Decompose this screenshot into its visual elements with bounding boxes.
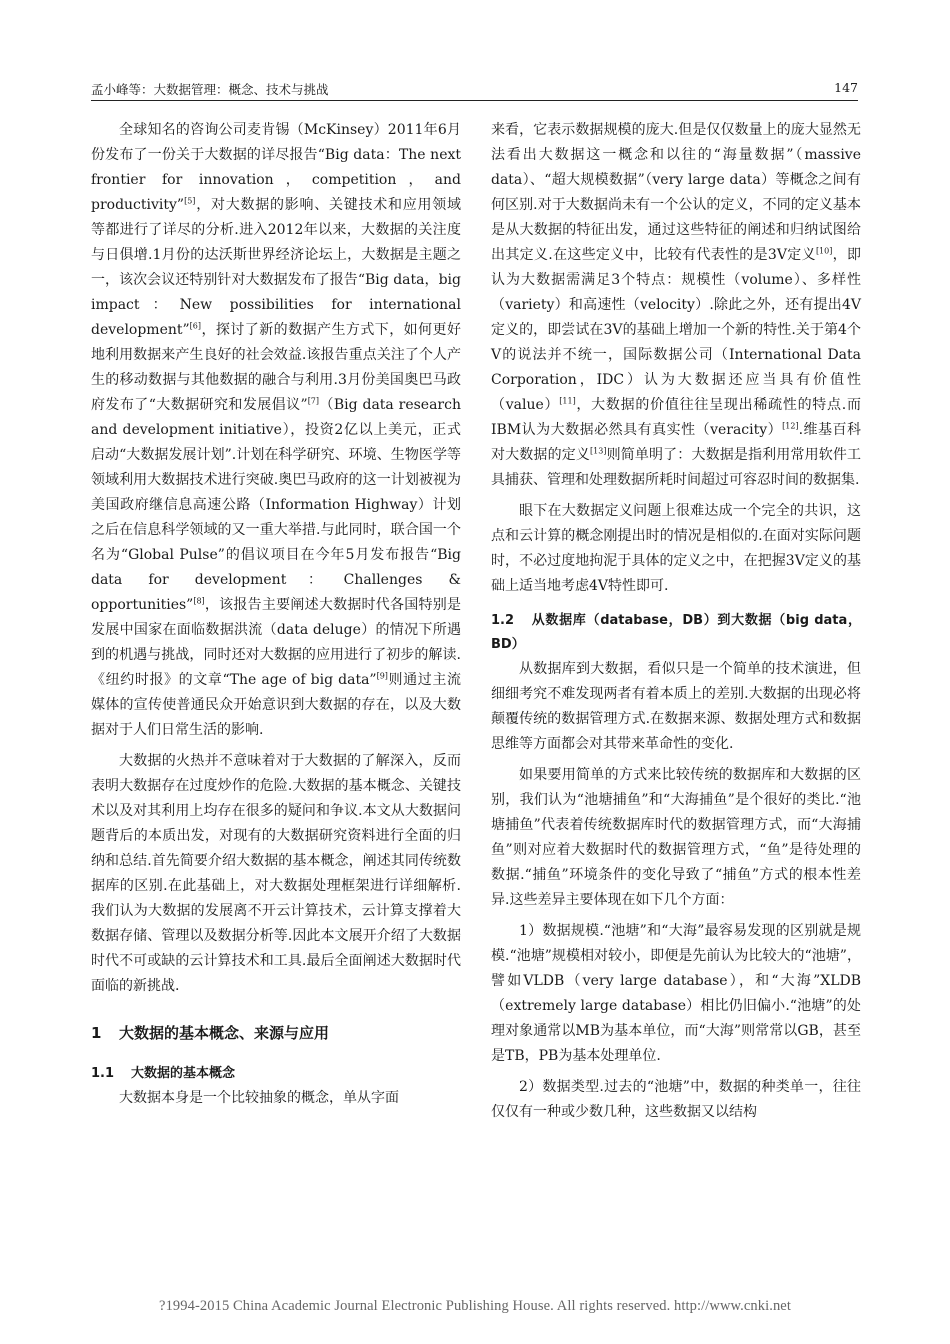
citation-ref: [13] bbox=[590, 446, 607, 456]
paragraph-data-scale: 1）数据规模.“池塘”和“大海”最容易发现的区别就是规模.“池塘”规模相对较小，即便是先前认为比较大的“池塘”，譬如VLDB（very large database），和“大海”XLDB（extremely large database）相比仍旧偏小.“池塘”的处理对象通常以MB为基本单位，而“大海”则常常以GB，甚至是TB，PB为基本处理单位. bbox=[491, 923, 861, 1064]
section-heading bbox=[91, 1021, 461, 1046]
section-number: 1 bbox=[91, 1024, 102, 1042]
citation-ref: [11] bbox=[559, 396, 576, 406]
paragraph-analogy: 如果要用简单的方式来比较传统的数据库和大数据的区别，我们认为“池塘捕鱼”和“大海捕鱼”是个很好的类比.“池塘捕鱼”代表着传统数据库时代的数据管理方式，而“大海捕鱼”则对应着大数据时代的数据管理方式，“鱼”是待处理的数据.“捕鱼”环境条件的变化导致了“捕鱼”方式的根本性差异.这些差异主要体现在如下几个方面： bbox=[491, 767, 861, 908]
paragraph-definition bbox=[491, 118, 861, 493]
left-column bbox=[91, 118, 461, 1111]
paragraph-data-type: 2）数据类型.过去的“池塘”中，数据的种类单一，往往仅仅有一种或少数几种，这些数据又以结构 bbox=[491, 1079, 861, 1120]
citation-ref: [8] bbox=[193, 596, 205, 606]
text-run: ，即认为大数据需满足3个特点：规模性（volume）、多样性（variety）和高速性（velocity）.除此之外，还有提出4V定义的，即尝试在3V的基础上增加一个新的特性.关于第4个V的说法并不统一，国际数据公司（International Data Corporation，IDC）认为大数据还应当具有价值性（value） bbox=[491, 247, 862, 413]
subsection-heading bbox=[491, 609, 861, 657]
subsection-number: 1.1 bbox=[91, 1066, 115, 1081]
paragraph-evolution: 从数据库到大数据，看似只是一个简单的技术演进，但细细考究不难发现两者有着本质上的差别.大数据的出现必将颠覆传统的数据管理方式.在数据来源、数据处理方式和数据思维等方面都会对其带来革命性的变化. bbox=[491, 661, 861, 752]
subsection-title: 大数据的基本概念 bbox=[131, 1066, 236, 1081]
copyright-footer: ?1994-2015 China Academic Journal Electronic Publishing House. All rights reserved. http://www.cnki.net bbox=[159, 1298, 791, 1314]
text-run: 来看，它表示数据规模的庞大.但是仅仅数量上的庞大显然无法看出大数据这一概念和以往的“海量数据”（massive data）、“超大规模数据”（very large data）等概念之间有何区别.对于大数据尚未有一个公认的定义，不同的定义基本是从大数据的特征出发，通过这些特征的阐述和归纳试图给出其定义.在这些定义中，比较有代表性的是3V定义 bbox=[491, 122, 861, 263]
paragraph-concept: 大数据本身是一个比较抽象的概念，单从字面 bbox=[119, 1090, 399, 1106]
text-run: ，对大数据的影响、关键技术和应用领域等都进行了详尽的分析.进入2012年以来，大数据的关注度与日俱增.1月份的达沃斯世界经济论坛上，大数据是主题之一，该次会议还特别针对大数据发布了报告“Big data，big impact：New possibilities for international development” bbox=[91, 197, 461, 338]
text-run: ，大数据的价值往往呈现出稀疏性的特点.而IBM认为大数据必然具有真实性（veracity） bbox=[491, 397, 861, 438]
subsection-number: 1.2 bbox=[491, 613, 515, 628]
subsection-heading bbox=[91, 1062, 461, 1086]
subsection-title: 从数据库（database，DB）到大数据（big data，BD） bbox=[491, 613, 861, 652]
text-run: .维基百科对大数据的定义 bbox=[491, 422, 861, 463]
text-run: ，该报告主要阐述大数据时代各国特别是发展中国家在面临数据洪流（data deluge）的情况下所遇到的机遇与挑战，同时还对大数据的应用进行了初步的解读.《纽约时报》的文章“The age of big data” bbox=[91, 597, 461, 688]
paragraph-overview: 大数据的火热并不意味着对于大数据的了解深入，反而表明大数据存在过度炒作的危险.大数据的基本概念、关键技术以及对其利用上均存在很多的疑问和争议.本文从大数据问题背后的本质出发，对现有的大数据研究资料进行全面的归纳和总结.首先简要介绍大数据的基本概念，阐述其同传统数据库的区别.在此基础上，对大数据处理框架进行详细解析.我们认为大数据的发展离不开云计算技术，云计算支撑着大数据存储、管理以及数据分析等.因此本文展开介绍了大数据时代不可或缺的云计算技术和工具.最后全面阐述大数据时代面临的新挑战. bbox=[91, 753, 461, 994]
citation-ref: [9] bbox=[376, 671, 388, 681]
running-title: 孟小峰等：大数据管理：概念、技术与挑战 bbox=[91, 82, 329, 97]
citation-ref: [7] bbox=[307, 396, 320, 406]
page-header bbox=[91, 74, 858, 101]
text-run: ，探讨了新的数据产生方式下，如何更好地利用数据来产生良好的社会效益.该报告重点关注了个人产生的移动数据与其他数据的融合与利用.3月份美国奥巴马政府发布了“大数据研究和发展倡议” bbox=[91, 322, 461, 413]
text-run: 则通过主流媒体的宣传使普通民众开始意识到大数据的存在，以及大数据对于人们日常生活的影响. bbox=[91, 672, 461, 738]
text-run: （Big data research and development initiative），投资2亿以上美元，正式启动“大数据发展计划”.计划在科学研究、环境、生物医学等领域利用大数据技术进行突破.奥巴马政府的这一计划被视为美国政府继信息高速公路（Information Highway）计划之后在信息科学领域的又一重大举措.与此同时，联合国一个名为“Global Pulse”的倡议项目在今年5月发布报告“Big data for development：Challenges & opportunities” bbox=[91, 397, 461, 613]
citation-ref: [5] bbox=[184, 196, 196, 206]
text-run: 全球知名的咨询公司麦肯锡（McKinsey）2011年6月份发布了一份关于大数据的详尽报告“Big data：The next frontier for innovation，competition，and productivity” bbox=[91, 122, 461, 213]
citation-ref: [12] bbox=[782, 421, 799, 431]
paragraph-consensus: 眼下在大数据定义问题上很难达成一个完全的共识，这点和云计算的概念刚提出时的情况是相似的.在面对实际问题时，不必过度地拘泥于具体的定义之中，在把握3V定义的基础上适当地考虑4V特性即可. bbox=[491, 503, 861, 594]
page-number: 147 bbox=[834, 80, 858, 95]
citation-ref: [6] bbox=[189, 321, 202, 331]
citation-ref: [10] bbox=[815, 246, 833, 256]
section-title: 大数据的基本概念、来源与应用 bbox=[119, 1024, 330, 1042]
text-run: 则简单明了：大数据是指利用常用软件工具捕获、管理和处理数据所耗时间超过可容忍时间的数据集. bbox=[491, 447, 862, 488]
right-column bbox=[491, 118, 861, 1125]
paragraph-intro bbox=[91, 118, 461, 743]
